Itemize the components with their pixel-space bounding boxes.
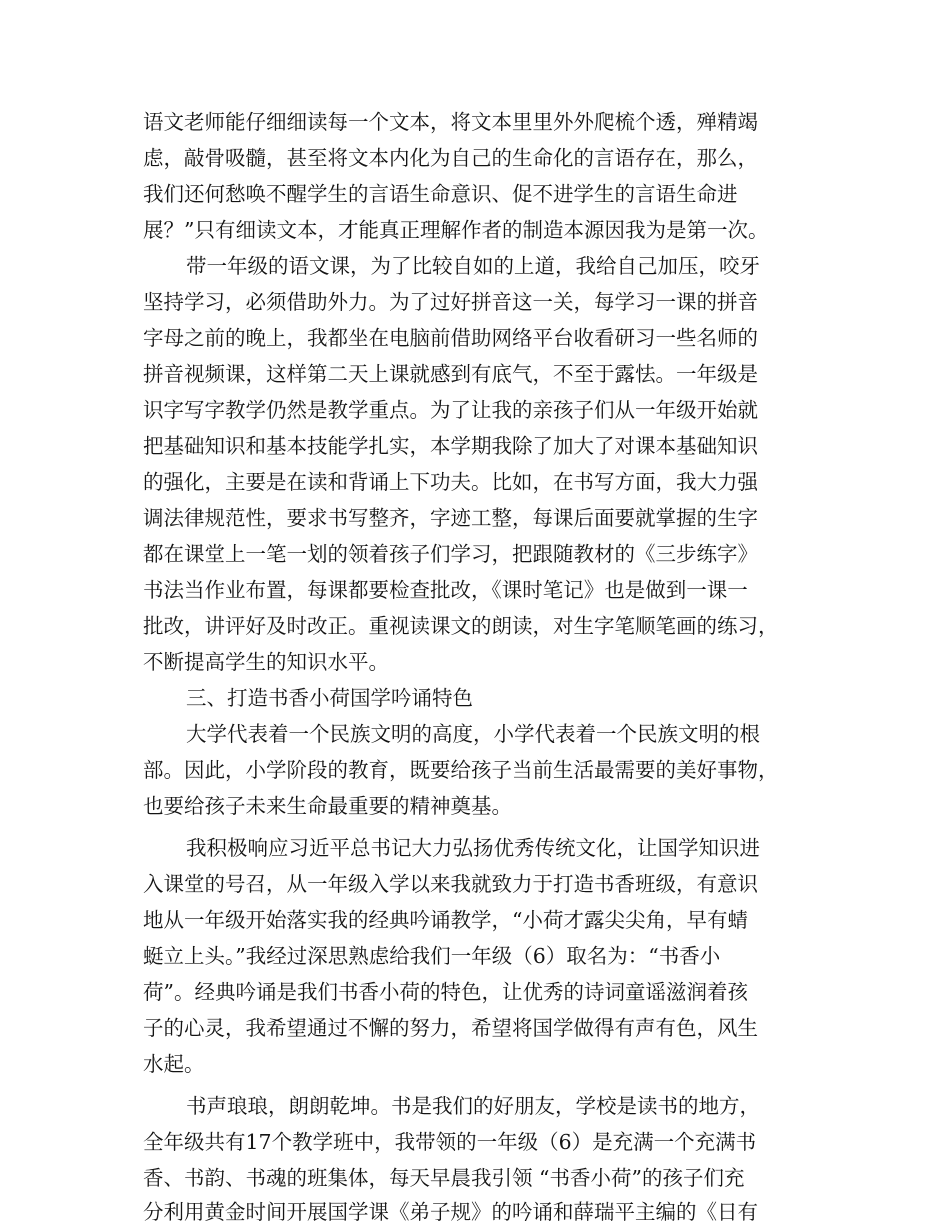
- paragraph-line: 不断提高学生的知识水平。: [143, 650, 389, 674]
- paragraph-line: 我积极响应习近平总书记大力弘扬优秀传统文化，让国学知识进: [186, 836, 760, 860]
- paragraph-line: 蜓立上头。”我经过深思熟虑给我们一年级（6）取名为：“书香小: [143, 944, 721, 968]
- paragraph-line: 把基础知识和基本技能学扎实，本学期我除了加大了对课本基础知识: [143, 434, 758, 458]
- paragraph-line: 地从一年级开始落实我的经典吟诵教学，“小荷才露尖尖角，早有蜻: [143, 908, 748, 932]
- paragraph-line: 全年级共有17个教学班中，我带领的一年级（6）是充满一个充满书: [143, 1130, 757, 1154]
- paragraph-line: 子的心灵，我希望通过不懈的努力，希望将国学做得有声有色，风生: [143, 1016, 758, 1040]
- paragraph-line: 批改，讲评好及时改正。重视读课文的朗读，对生字笔顺笔画的练习，: [143, 614, 779, 638]
- paragraph-line: 语文老师能仔细细读每一个文本，将文本里里外外爬梳个透，殚精竭: [143, 110, 758, 134]
- paragraph-line: 虑，敲骨吸髓，甚至将文本内化为自己的生命化的言语存在，那么，: [143, 146, 758, 170]
- paragraph-line: 都在课堂上一笔一划的领着孩子们学习，把跟随教材的《三步练字》: [143, 542, 758, 566]
- paragraph-line: 分利用黄金时间开展国学课《弟子规》的吟诵和薛瑞平主编的《日有: [143, 1200, 758, 1224]
- paragraph-line: 带一年级的语文课，为了比较自如的上道，我给自己加压，咬牙: [186, 254, 760, 278]
- paragraph-line: 荷”。经典吟诵是我们书香小荷的特色，让优秀的诗词童谣滋润着孩: [143, 980, 748, 1004]
- paragraph-line: 入课堂的号召，从一年级入学以来我就致力于打造书香班级，有意识: [143, 872, 758, 896]
- paragraph-line: 香、书韵、书魂的班集体，每天早晨我引领 “书香小荷”的孩子们充: [143, 1166, 745, 1190]
- paragraph-line: 拼音视频课，这样第二天上课就感到有底气，不至于露怯。一年级是: [143, 362, 758, 386]
- paragraph-line: 书声琅琅，朗朗乾坤。书是我们的好朋友，学校是读书的地方，: [186, 1094, 760, 1118]
- paragraph-line: 也要给孩子未来生命最重要的精神奠基。: [143, 794, 512, 818]
- paragraph-line: 字母之前的晚上，我都坐在电脑前借助网络平台收看研习一些名师的: [143, 326, 758, 350]
- paragraph-line: 我们还何愁唤不醒学生的言语生命意识、促不进学生的言语生命进: [143, 182, 738, 206]
- paragraph-line: 坚持学习，必须借助外力。为了过好拼音这一关，每学习一课的拼音: [143, 290, 758, 314]
- paragraph-line: 识字写字教学仍然是教学重点。为了让我的亲孩子们从一年级开始就: [143, 398, 758, 422]
- paragraph-line: 书法当作业布置，每课都要检查批改，《课时笔记》也是做到一课一: [143, 578, 748, 602]
- paragraph-line: 水起。: [143, 1052, 205, 1076]
- paragraph-line: 大学代表着一个民族文明的高度，小学代表着一个民族文明的根: [186, 722, 760, 746]
- paragraph-line: 的强化，主要是在读和背诵上下功夫。比如，在书写方面，我大力强: [143, 470, 758, 494]
- paragraph-line: 展？”只有细读文本，才能真正理解作者的制造本源因我为是第一次。: [143, 218, 769, 242]
- paragraph-line: 部。因此，小学阶段的教育，既要给孩子当前生活最需要的美好事物，: [143, 758, 779, 782]
- paragraph-line: 调法律规范性，要求书写整齐，字迹工整，每课后面要就掌握的生字: [143, 506, 758, 530]
- section-heading: 三、打造书香小荷国学吟诵特色: [186, 686, 473, 710]
